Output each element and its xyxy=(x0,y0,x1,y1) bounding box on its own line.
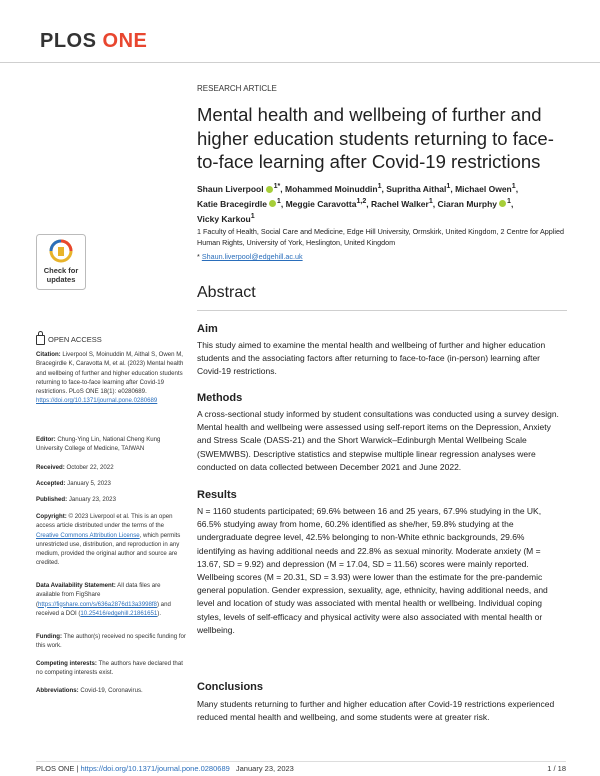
author-sup: 1 xyxy=(250,211,255,220)
received-label: Received: xyxy=(36,464,65,471)
affiliations: 1 Faculty of Health, Social Care and Medicine, Edge Hill University, Ormskirk, United Kingdom, 2 Centre for Applied Human Rights, University of York, Heslington, United Kingdom xyxy=(197,227,564,247)
footer-divider xyxy=(36,761,566,762)
copyright-label: Copyright: xyxy=(36,513,67,520)
competing-interests-block xyxy=(36,659,186,678)
logo-one: ONE xyxy=(102,30,148,52)
citation-text: Liverpool S, Moinuddin M, Aithal S, Owen M, Bracegirdle K, Caravotta M, et al. (2023) Mental health and wellbeing of further and higher education students returning to face-to-face learning after Covid-19 restrictions. PLoS ONE 18(1): e0280689. xyxy=(36,351,184,396)
funding-block xyxy=(36,632,186,651)
abbreviations-block xyxy=(36,686,186,695)
author-name: Ciaran Murphy xyxy=(437,198,498,209)
data-availability-text-3: ). xyxy=(157,609,162,617)
author-sup: 1 xyxy=(507,196,511,205)
check-updates-icon xyxy=(36,234,86,290)
corresp-mark: * xyxy=(197,252,200,261)
data-availability-label: Data Availability Statement: xyxy=(36,582,116,589)
section-text-methods: A cross-sectional study informed by student consultations was conducted using a survey design. Mental health and wellbeing were assessed using self-report items on the Depression, Anxiety and Stress Scale (DASS-21) and the Short Warwick–Edinburgh Mental Wellbeing Scale (SWEMWBS). Descriptive statistics and stepwise multiple linear regression analyses were conducted on data collected between December 2021 and June 2022. xyxy=(197,409,559,472)
citation-label: Citation: xyxy=(36,351,61,358)
author-name: Shaun Liverpool xyxy=(197,183,264,194)
check-for-updates-badge[interactable] xyxy=(36,234,86,290)
citation-doi-link[interactable]: https://doi.org/10.1371/journal.pone.0280689 xyxy=(36,397,158,405)
published-label: Published: xyxy=(36,496,68,503)
author-name: Katie Bracegirdle xyxy=(197,198,267,209)
header-divider xyxy=(0,62,600,63)
author-sup: 1 xyxy=(377,182,382,190)
data-availability-text: All data files are available from FigShare ( xyxy=(36,582,161,608)
editor-text: Chung-Ying Lin, National Cheng Kung University College of Medicine, TAIWAN xyxy=(36,436,161,453)
figshare-link[interactable]: https://figshare.com/s/636a2876d13a3998f8 xyxy=(38,600,157,608)
editor-label: Editor: xyxy=(36,436,56,443)
published-text: January 23, 2023 xyxy=(68,496,116,503)
author-name: Rachel Walker xyxy=(371,198,429,209)
journal-logo[interactable] xyxy=(40,30,147,53)
abbreviations-label: Abbreviations: xyxy=(36,687,79,694)
check-line1: Check for xyxy=(43,266,79,275)
author-name: Vicky Karkou xyxy=(197,213,251,224)
article-type: RESEARCH ARTICLE xyxy=(197,84,277,93)
abbreviations-text: Covid-19, Coronavirus. xyxy=(80,687,143,694)
author-name: Michael Owen xyxy=(455,183,512,194)
received-text: October 22, 2022 xyxy=(66,464,114,471)
orcid-icon[interactable] xyxy=(269,200,276,207)
orcid-icon[interactable] xyxy=(266,186,273,193)
license-link[interactable]: Creative Commons Attribution License xyxy=(36,531,140,539)
data-availability-block xyxy=(36,581,186,618)
author-sup: 1 xyxy=(428,196,433,205)
footer-journal: PLOS ONE xyxy=(36,764,75,773)
section-heading-methods: Methods xyxy=(197,392,243,404)
accepted-block xyxy=(36,479,186,488)
orcid-icon[interactable] xyxy=(499,200,506,207)
competing-interests-label: Competing interests: xyxy=(36,660,97,667)
corresp-email-link[interactable]: Shaun.liverpool@edgehill.ac.uk xyxy=(201,252,303,261)
footer-doi-link[interactable]: https://doi.org/10.1371/journal.pone.0280689 xyxy=(80,764,230,773)
author-name: Supritha Aithal xyxy=(386,183,447,194)
section-heading-aim: Aim xyxy=(197,323,218,335)
author-list: Shaun Liverpool $^{1*}$, Mohammed Moinuddin$^1$, Supritha Aithal$^1$, Michael Owen$^1$, Katie Bracegirdle $^1$, Meggie Caravotta$^{1,2}$, Rachel Walker$^1$, Ciaran Murphy $^1$, Vicky Karkou$^1$ xyxy=(197,182,519,224)
footer-separator: | xyxy=(76,764,79,773)
section-text-conclusions: Many students returning to further and higher education after Covid-19 restrictions experienced reduced mental health and wellbeing, and some students were at greater risk. xyxy=(197,699,555,723)
author-name: Meggie Caravotta xyxy=(285,198,357,209)
copyright-block xyxy=(36,512,186,568)
open-lock-icon xyxy=(36,335,45,345)
corresponding-author xyxy=(197,252,303,261)
article-title: Mental health and wellbeing of further and higher education students returning to face-to-face learning after Covid-19 restrictions xyxy=(197,104,554,172)
abstract-divider xyxy=(197,310,567,311)
data-doi-link[interactable]: 10.25416/edgehill.21861651 xyxy=(80,609,158,617)
section-text-results: N = 1160 students participated; 69.6% between 16 and 25 years, 67.9% studying in the UK, 66.5% studying away from home, 60.2% identified as she/her, 59.8% studying at the undergraduate degree level, 42.5% belonging to non-White ethnic backgrounds, 29.6% identifying as having additional needs and 22.8% as sexual minority. Moderate anxiety (M = 13.67, SD = 9.92) and depression (M = 17.04, SD = 11.56) scores were mainly reported. Wellbeing scores (M = 20.31, SD = 3.93) were lower than the estimate for the pre-pandemic general population. Gender expression, sexuality, age, ethnicity, having additional needs, and level and location of study was associated with mental health or wellbeing. Individual coping styles, levels of self-efficacy and physical activity were also associated with mental health or wellbeing. xyxy=(197,506,548,635)
open-access-label xyxy=(36,335,102,345)
author-sup: 1* xyxy=(273,182,281,190)
funding-text: The author(s) received no specific funding for this work. xyxy=(36,633,186,650)
accepted-label: Accepted: xyxy=(36,480,66,487)
competing-interests-text: The authors have declared that no competing interests exist. xyxy=(36,660,183,677)
published-block xyxy=(36,495,186,504)
data-availability-text-2: ) and received a DOI ( xyxy=(36,600,171,617)
accepted-text: January 5, 2023 xyxy=(67,480,111,487)
funding-label: Funding: xyxy=(36,633,63,640)
citation-block xyxy=(36,350,186,406)
author-sup: 1 xyxy=(511,182,516,190)
logo-plos: PLOS xyxy=(40,30,97,52)
received-block xyxy=(36,463,186,472)
page-number: 1 / 18 xyxy=(547,764,566,773)
copyright-text: © 2023 Liverpool et al. This is an open access article distributed under the terms of the xyxy=(36,513,173,530)
author-sup: 1 xyxy=(446,182,451,190)
open-access-text: OPEN ACCESS xyxy=(48,335,102,344)
author-sup: 1 xyxy=(276,196,281,205)
footer-date: January 23, 2023 xyxy=(235,764,294,773)
copyright-text-2: , which permits unrestricted use, distribution, and reproduction in any medium, provided the original author and source are credited. xyxy=(36,531,181,567)
page-footer xyxy=(36,764,566,773)
section-heading-conclusions: Conclusions xyxy=(197,681,264,693)
abstract-heading: Abstract xyxy=(197,284,256,301)
editor-block xyxy=(36,435,186,454)
author-name: Mohammed Moinuddin xyxy=(285,183,378,194)
section-text-aim: This study aimed to examine the mental health and wellbeing of further and higher education students and the associating factors after returning to face-to-face (in-person) learning after Covid-19 restrictions. xyxy=(197,340,546,377)
section-heading-results: Results xyxy=(197,489,237,501)
check-line2: updates xyxy=(46,275,76,284)
author-sup: 1,2 xyxy=(356,196,367,205)
